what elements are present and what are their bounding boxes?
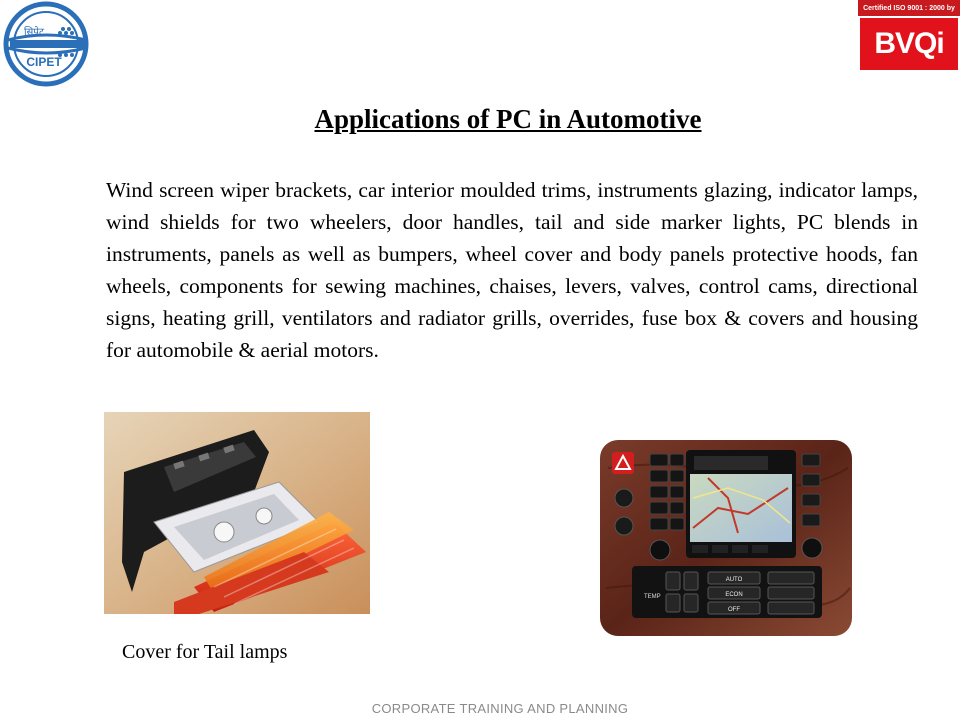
footer-text: CORPORATE TRAINING AND PLANNING: [371, 701, 629, 716]
tail-lamp-cover-photo: [104, 412, 370, 614]
body-paragraph: Wind screen wiper brackets, car interior moulded trims, instruments glazing, indicator lamps, wind shields for two wheelers, door handles, tail and side marker lights, PC blends in instruments, panels as well as bumpers, wheel cover and body panels protective hoods, fan wheels, components for sewing machines, chaises, levers, valves, control cams, directional signs, heating grill, ventilators and radiator grills, overrides, fuse box & covers and housing for automobile & aerial motors.: [106, 178, 918, 362]
page-title: Applications of PC in Automotive: [314, 104, 702, 134]
auto-button-label: AUTO: [725, 577, 743, 583]
cipet-logo-text: CIPET: [26, 55, 62, 69]
bvqi-logo: [858, 0, 960, 72]
cipet-logo-script: सिपेट: [23, 27, 45, 38]
certification-label: Certified ISO 9001 : 2000 by: [858, 0, 960, 16]
cipet-logo: [0, 0, 96, 90]
off-button-label: OFF: [728, 607, 740, 613]
dashboard-panel-photo: [598, 438, 854, 638]
tail-lamp-caption: Cover for Tail lamps: [122, 641, 288, 663]
econ-button-label: ECON: [725, 592, 743, 598]
temp-label: TEMP: [644, 594, 661, 600]
bvqi-logo-text: BVQi: [860, 18, 958, 70]
